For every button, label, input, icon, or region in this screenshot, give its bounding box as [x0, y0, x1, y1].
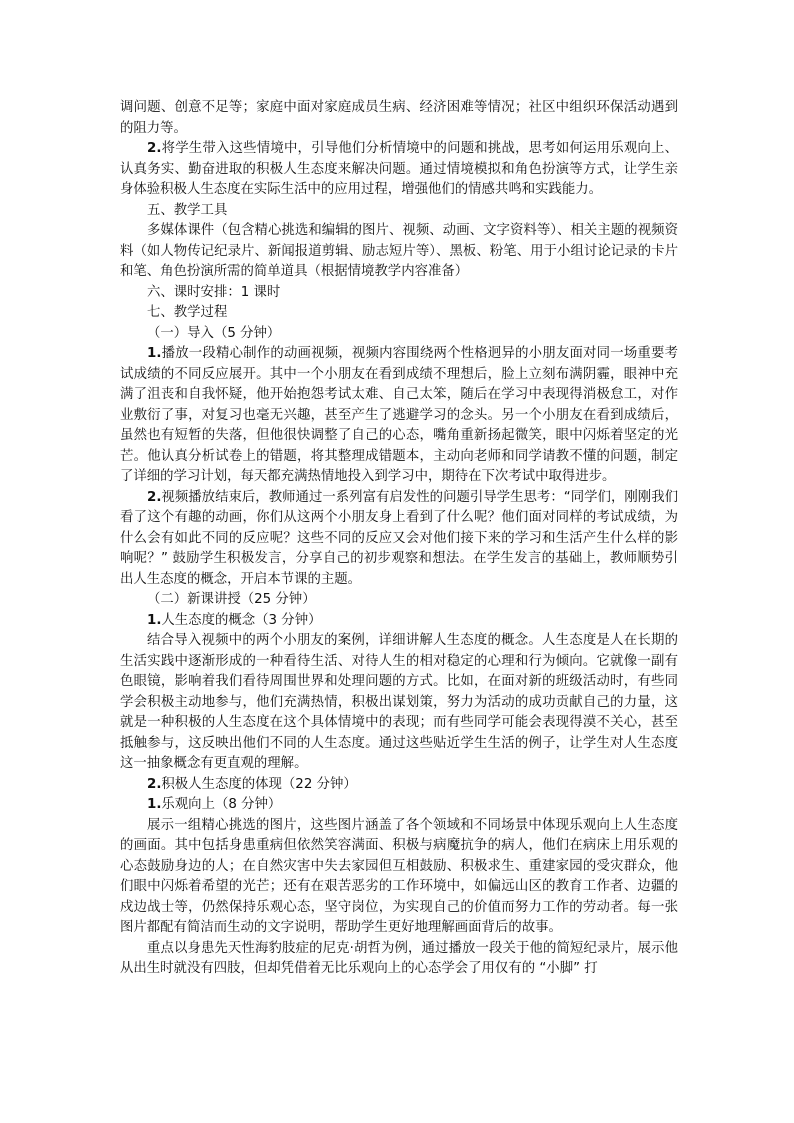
- paragraph: 多媒体课件（包含精心挑选和编辑的图片、视频、动画、文字资料等）、相关主题的视频资料（如人物传记纪录片、新闻报道剪辑、励志短片等）、黑板、粉笔、用于小组讨论记录的卡片和笔、角色扮演所需的简单道具（根据情境教学内容准备）: [120, 223, 678, 279]
- section-heading: 五、教学工具: [147, 202, 228, 218]
- paragraph: 结合导入视频中的两个小朋友的案例，详细讲解人生态度的概念。人生态度是人在长期的生活实践中逐渐形成的一种看待生活、对待人生的相对稳定的心理和行为倾向。它就像一副有色眼镜，影响着我们看待周围世界和处理问题的方式。比如，在面对新的班级活动时，有些同学会积极主动地参与，他们充满热情，积极出谋划策，努力为活动的成功贡献自己的力量，这就是一种积极的人生态度在这个具体情境中的表现；而有些同学可能会表现得漠不关心，甚至抵触参与，这反映出他们不同的人生态度。通过这些贴近学生生活的例子，让学生对人生态度这一抽象概念有更直观的理解。: [120, 633, 678, 771]
- paragraph: 2.将学生带入这些情境中，引导他们分析情境中的问题和挑战，思考如何运用乐观向上、认真务实、勤奋进取的积极人生态度来解决问题。通过情境模拟和角色扮演等方式，让学生亲身体验积极人生态度在实际生活中的应用过程，增强他们的情感共鸣和实践能力。: [120, 141, 678, 197]
- paragraph: 2.视频播放结束后，教师通过一系列富有启发性的问题引导学生思考：“同学们，刚刚我们看了这个有趣的动画，你们从这两个小朋友身上看到了什么呢？他们面对同样的考试成绩，为什么会有如此不同的反应呢？这些不同的反应又会对他们接下来的学习和生活产生什么样的影响呢？” 鼓励学生积极发言，分享自己的初步观察和想法。在学生发言的基础上，教师顺势引出人生态度的概念，开启本节课的主题。: [120, 489, 678, 587]
- section-heading: 六、课时安排：1 课时: [147, 284, 281, 300]
- point-heading: 1.人生态度的概念（3 分钟）: [147, 612, 322, 628]
- paragraph: 展示一组精心挑选的图片，这些图片涵盖了各个领域和不同场景中体现乐观向上人生态度的画面。其中包括身患重病但依然笑容满面、积极与病魔抗争的病人，他们在病床上用乐观的心态鼓励身边的人；在自然灾害中失去家园但互相鼓励、积极求生、重建家园的受灾群众，他们眼中闪烁着希望的光芒；还有在艰苦恶劣的工作环境中，如偏远山区的教育工作者、边疆的戍边战士等，仍然保持乐观心态，坚守岗位，为实现自己的价值而努力工作的劳动者。每一张图片都配有简洁而生动的文字说明，帮助学生更好地理解画面背后的故事。: [120, 817, 678, 935]
- section-heading: 七、教学过程: [147, 305, 228, 320]
- paragraph: 重点以身患先天性海豹肢症的尼克·胡哲为例，通过播放一段关于他的简短纪录片，展示他从出生时就没有四肢，但却凭借着无比乐观向上的心态学会了用仅有的 “小脚” 打: [120, 940, 678, 976]
- subsection-heading: （二）新课讲授（25 分钟）: [147, 592, 316, 607]
- paragraph: 1.播放一段精心制作的动画视频，视频内容围绕两个性格迥异的小朋友面对同一场重要考试成绩的不同反应展开。其中一个小朋友在看到成绩不理想后，脸上立刻布满阴霾，眼神中充满了沮丧和自我怀疑，他开始抱怨考试太难、自己太笨，随后在学习中表现得消极怠工，对作业敷衍了事，对复习也毫无兴趣，甚至产生了逃避学习的念头。另一个小朋友在看到成绩后，虽然也有短暂的失落，但他很快调整了自己的心态，嘴角重新扬起微笑，眼中闪烁着坚定的光芒。他认真分析试卷上的错题，将其整理成错题本，主动向老师和同学请教不懂的问题，制定了详细的学习计划，每天都充满热情地投入到学习中，期待在下次考试中取得进步。: [120, 346, 678, 484]
- point-heading: 2.积极人生态度的体现（22 分钟）: [147, 776, 357, 792]
- document-body: [120, 98, 678, 980]
- paragraph: 调问题、创意不足等；家庭中面对家庭成员生病、经济困难等情况；社区中组织环保活动遇到的阻力等。: [120, 100, 678, 136]
- point-heading: 1.乐观向上（8 分钟）: [147, 797, 282, 812]
- subsection-heading: （一）导入（5 分钟）: [147, 325, 281, 341]
